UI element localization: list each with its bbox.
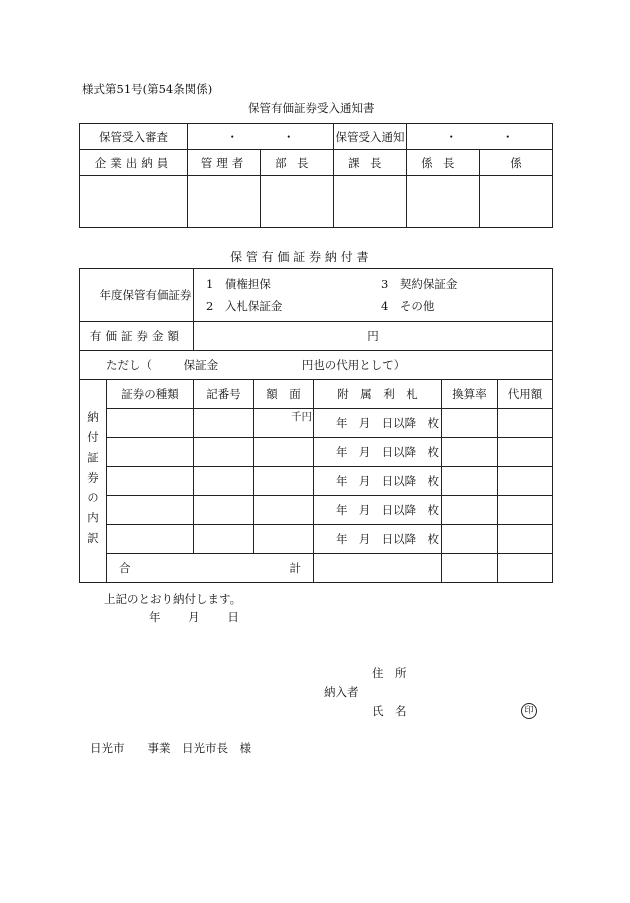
notice-title: 保管有価証券受入通知書 (248, 101, 375, 115)
cell-substitute-amount[interactable] (498, 525, 553, 554)
total-coupons-cell[interactable] (442, 554, 498, 583)
stamp-cell-manager[interactable] (188, 176, 261, 228)
stamp-cell-staff[interactable] (480, 176, 553, 228)
header-conversion-rate: 換算率 (442, 380, 498, 409)
type-option-contract-deposit[interactable]: 3 契約保証金 (381, 277, 458, 291)
role-header-cashier: 企業出納員 (80, 150, 188, 176)
total-substitute-amount-cell[interactable] (498, 554, 553, 583)
header-serial-number: 記番号 (194, 380, 254, 409)
fiscal-year-label: 年度保管有価証券 (80, 269, 194, 322)
form-number: 様式第51号(第54条関係) (82, 82, 213, 96)
thousand-yen-unit: 千円 (291, 411, 312, 423)
cell-coupons[interactable]: 年 月 日以降 枚 (314, 496, 442, 525)
cell-conversion-rate[interactable] (442, 438, 498, 467)
cell-conversion-rate[interactable] (442, 467, 498, 496)
yen-unit: 円 (367, 329, 379, 343)
cell-conversion-rate[interactable] (442, 496, 498, 525)
proviso-prefix: ただし（ (106, 358, 152, 372)
cell-substitute-amount[interactable] (498, 467, 553, 496)
cell-coupons[interactable]: 年 月 日以降 枚 (314, 409, 442, 438)
payment-statement: 上記のとおり納付します。 (104, 592, 242, 606)
security-type-options[interactable] (194, 269, 553, 322)
cell-serial-number[interactable] (194, 525, 254, 554)
cell-conversion-rate[interactable] (442, 409, 498, 438)
table-row (80, 525, 553, 554)
role-header-manager: 管理者 (188, 150, 261, 176)
cell-conversion-rate[interactable] (442, 525, 498, 554)
role-header-director: 部長 (261, 150, 334, 176)
receipt-review-label: 保管受入審査 (80, 124, 188, 150)
name-label: 氏 名 (372, 704, 407, 718)
cell-security-type[interactable] (107, 438, 194, 467)
main-title: 保 管 有 価 証 券 納 付 書 (230, 250, 369, 264)
role-header-section-chief: 課長 (334, 150, 407, 176)
cell-serial-number[interactable] (194, 467, 254, 496)
date-dot: ・ (283, 129, 295, 144)
table-row (80, 438, 553, 467)
cell-security-type[interactable] (107, 467, 194, 496)
table-row (80, 496, 553, 525)
cell-face-value[interactable] (254, 467, 314, 496)
table-row (80, 409, 553, 438)
table-row (80, 467, 553, 496)
cell-face-value[interactable] (254, 496, 314, 525)
date-dot: ・ (502, 129, 514, 144)
cell-security-type[interactable] (107, 409, 194, 438)
receipt-review-date[interactable] (188, 124, 334, 150)
date-dot: ・ (226, 129, 238, 144)
header-attached-coupons: 附 属 利 札 (314, 380, 442, 409)
cell-serial-number[interactable] (194, 438, 254, 467)
cell-substitute-amount[interactable] (498, 409, 553, 438)
breakdown-side-label: 納付証券の内訳 (80, 380, 107, 583)
amount-field[interactable] (194, 322, 553, 351)
receipt-notice-label: 保管受入通知 (334, 124, 407, 150)
stamp-cell-section-chief[interactable] (334, 176, 407, 228)
seal-mark: 印 (521, 702, 537, 719)
total-row (80, 554, 553, 583)
receipt-notice-date[interactable] (407, 124, 553, 150)
type-option-bid-deposit[interactable]: 2 入札保証金 (206, 299, 283, 313)
proviso-deposit: 保証金 (183, 358, 219, 372)
stamp-cell-subsection-chief[interactable] (407, 176, 480, 228)
header-face-value: 額 面 (254, 380, 314, 409)
cell-face-value[interactable] (254, 409, 314, 438)
cell-coupons[interactable]: 年 月 日以降 枚 (314, 467, 442, 496)
receipt-notice-table (79, 123, 553, 228)
cell-serial-number[interactable] (194, 496, 254, 525)
amount-label: 有価証券金額 (80, 322, 194, 351)
proviso-suffix: 円也の代用として） (301, 358, 406, 372)
header-security-type: 証券の種類 (107, 380, 194, 409)
payment-date[interactable]: 年 月 日 (149, 610, 239, 624)
stamp-cell-cashier[interactable] (80, 176, 188, 228)
cell-security-type[interactable] (107, 496, 194, 525)
cell-serial-number[interactable] (194, 409, 254, 438)
date-dot: ・ (445, 129, 457, 144)
cell-security-type[interactable] (107, 525, 194, 554)
cell-substitute-amount[interactable] (498, 438, 553, 467)
addressee: 日光市 事業 日光市長 様 (90, 741, 251, 755)
address-label: 住 所 (372, 666, 407, 680)
role-header-subsection-chief: 係長 (407, 150, 480, 176)
cell-coupons[interactable]: 年 月 日以降 枚 (314, 525, 442, 554)
cell-coupons[interactable]: 年 月 日以降 枚 (314, 438, 442, 467)
securities-table (79, 268, 553, 583)
type-option-bond-collateral[interactable]: 1 債権担保 (206, 277, 271, 291)
type-option-other[interactable]: 4 その他 (381, 299, 435, 313)
cell-substitute-amount[interactable] (498, 496, 553, 525)
role-header-staff: 係 (480, 150, 553, 176)
proviso-row[interactable] (80, 351, 553, 380)
total-label: 合 計 (107, 554, 314, 583)
payer-label: 納入者 (324, 685, 359, 699)
cell-face-value[interactable] (254, 438, 314, 467)
cell-face-value[interactable] (254, 525, 314, 554)
total-face-value-cell[interactable] (314, 554, 442, 583)
header-substitute-amount: 代用額 (498, 380, 553, 409)
stamp-cell-director[interactable] (261, 176, 334, 228)
